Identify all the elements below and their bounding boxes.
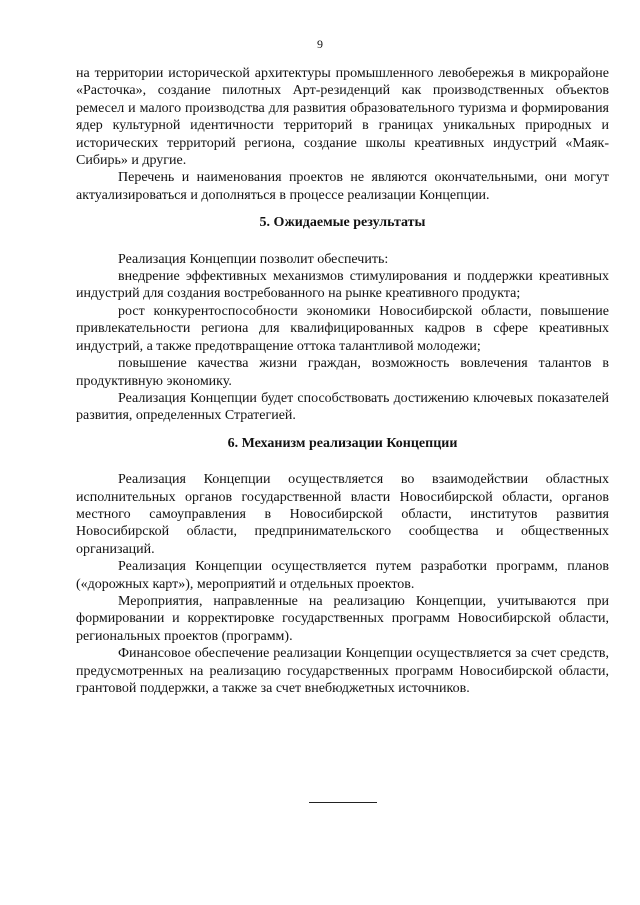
intro-paragraph-continuation: на территории исторической архитектуры промышленного левобережья в микрорайоне «Расточка», создание пилотных Арт-резиденций как производственных объектов ремесел и малого производства для развития образовательного туризма и формирования ядер культурной идентичности территорий в границах уникальных природных и исторических территорий региона, создание школы креативных индустрий «Маяк-Сибирь» и другие. — [76, 66, 609, 169]
end-of-text-rule — [309, 802, 377, 803]
section-5-paragraph: Реализация Концепции позволит обеспечить: — [118, 251, 389, 267]
intro-paragraph: Перечень и наименования проектов не являются окончательными, они могут актуализироваться и дополняться в процессе реализации Концепции. — [76, 170, 609, 203]
section-6-paragraph: Финансовое обеспечение реализации Концепции осуществляется за счет средств, предусмотренных на реализацию государственных программ Новосибирской области, грантовой поддержки, а также за счет внебюджетных источников. — [76, 646, 609, 696]
page-number: 9 — [317, 37, 323, 51]
section-6-paragraph: Реализация Концепции осуществляется во взаимодействии областных исполнительных органов государственной власти Новосибирской области, органов местного самоуправления в Новосибирской области, институтов развития Новосибирской области, предпринимательского сообщества и общественных организаций. — [76, 472, 609, 557]
section-5-heading: 5. Ожидаемые результаты — [259, 215, 426, 231]
section-5-paragraph: повышение качества жизни граждан, возможность вовлечения талантов в продуктивную экономику. — [76, 356, 609, 389]
section-5-paragraph: рост конкурентоспособности экономики Новосибирской области, повышение привлекательности региона для квалифицированных кадров в сфере креативных индустрий, а также предотвращение оттока талантливой молодежи; — [76, 303, 609, 354]
section-6-paragraph: Реализация Концепции осуществляется путем разработки программ, планов («дорожных карт»), мероприятий и отдельных проектов. — [76, 559, 609, 592]
section-6-heading: 6. Механизм реализации Концепции — [227, 435, 458, 451]
document-body — [76, 65, 609, 697]
section-6-paragraph: Мероприятия, направленные на реализацию Концепции, учитываются при формировании и корректировке государственных программ Новосибирской области, региональных проектов (программ). — [76, 593, 609, 644]
section-5-paragraph: внедрение эффективных механизмов стимулирования и поддержки креативных индустрий для создания востребованного на рынке креативного продукта; — [76, 269, 609, 302]
section-5-paragraph: Реализация Концепции будет способствовать достижению ключевых показателей развития, определенных Стратегией. — [76, 390, 609, 424]
